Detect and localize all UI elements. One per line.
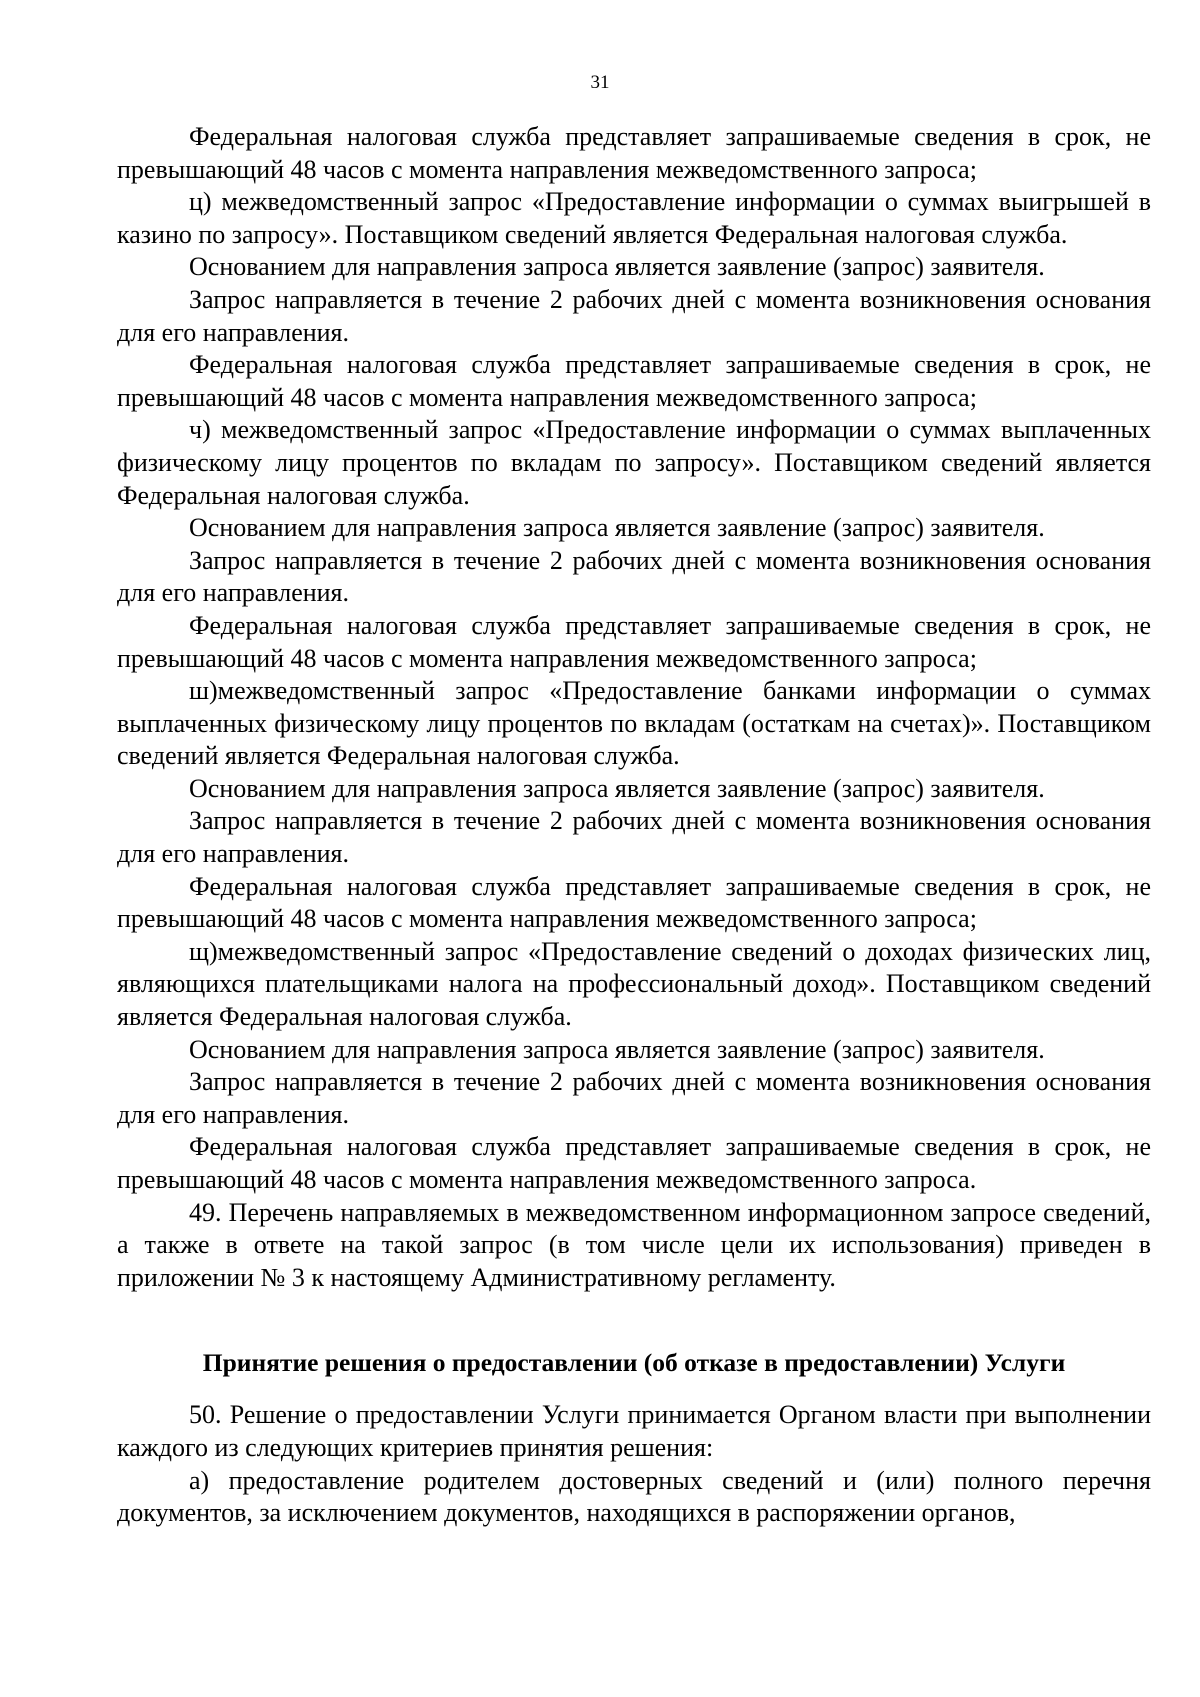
paragraph: Федеральная налоговая служба представляет запрашиваемые сведения в срок, не превышающий 48 часов с момента направления межведомственного запроса; [117,871,1151,934]
paragraph: Запрос направляется в течение 2 рабочих дней с момента возникновения основания для его направления. [117,284,1151,347]
paragraph-item-sh: ш)межведомственный запрос «Предоставление банками информации о суммах выплаченных физическому лицу процентов по вкладам (остаткам на счетах)». Поставщиком сведений является Федеральная налоговая служба. [117,676,1151,771]
paragraph-clause-50: 50. Решение о предоставлении Услуги принимается Органом власти при выполнении каждого из следующих критериев принятия решения: [117,1400,1151,1462]
paragraph: Основанием для направления запроса является заявление (запрос) заявителя. [189,773,1045,803]
paragraph: Запрос направляется в течение 2 рабочих дней с момента возникновения основания для его направления. [117,1067,1151,1129]
paragraph-item-a: а) предоставление родителем достоверных сведений и (или) полного перечня документов, за исключением документов, находящихся в распоряжении органов, [117,1465,1151,1528]
paragraph: Основанием для направления запроса является заявление (запрос) заявителя. [189,252,1045,282]
paragraph: Запрос направляется в течение 2 рабочих дней с момента возникновения основания для его направления. [117,806,1151,869]
paragraph: Основанием для направления запроса является заявление (запрос) заявителя. [189,513,1045,543]
paragraph: Запрос направляется в течение 2 рабочих дней с момента возникновения основания для его направления. [117,545,1151,608]
paragraph: Федеральная налоговая служба представляет запрашиваемые сведения в срок, не превышающий 48 часов с момента направления межведомственного запроса; [117,350,1151,412]
paragraph: Федеральная налоговая служба представляет запрашиваемые сведения в срок, не превышающий 48 часов с момента направления межведомственного запроса. [117,1132,1151,1194]
paragraph: Федеральная налоговая служба представляет запрашиваемые сведения в срок, не превышающий 48 часов с момента направления межведомственного запроса; [117,610,1151,673]
paragraph: Федеральная налоговая служба представляет запрашиваемые сведения в срок, не превышающий 48 часов с момента направления межведомственного запроса; [117,122,1151,184]
page-number: 31 [590,72,610,93]
paragraph-item-ch: ч) межведомственный запрос «Предоставление информации о суммах выплаченных физическому лицу процентов по вкладам по запросу». Поставщиком сведений является Федеральная налоговая служба. [117,415,1151,510]
paragraph: Основанием для направления запроса является заявление (запрос) заявителя. [189,1034,1045,1064]
paragraph-item-shch: щ)межведомственный запрос «Предоставление сведений о доходах физических лиц, являющихся плательщиками налога на профессиональный доход». Поставщиком сведений является Федеральная налоговая служба. [117,936,1151,1032]
paragraph-clause-49: 49. Перечень направляемых в межведомственном информационном запросе сведений, а также в ответе на такой запрос (в том числе цели их использования) приведен в приложении № 3 к настоящему Административному регламенту. [117,1197,1151,1292]
section-heading: Принятие решения о предоставлении (об отказе в предоставлении) Услуги [202,1348,1066,1378]
paragraph-item-ts: ц) межведомственный запрос «Предоставление информации о суммах выигрышей в казино по запросу». Поставщиком сведений является Федеральная налоговая служба. [117,187,1151,249]
document-body [117,121,1151,1530]
